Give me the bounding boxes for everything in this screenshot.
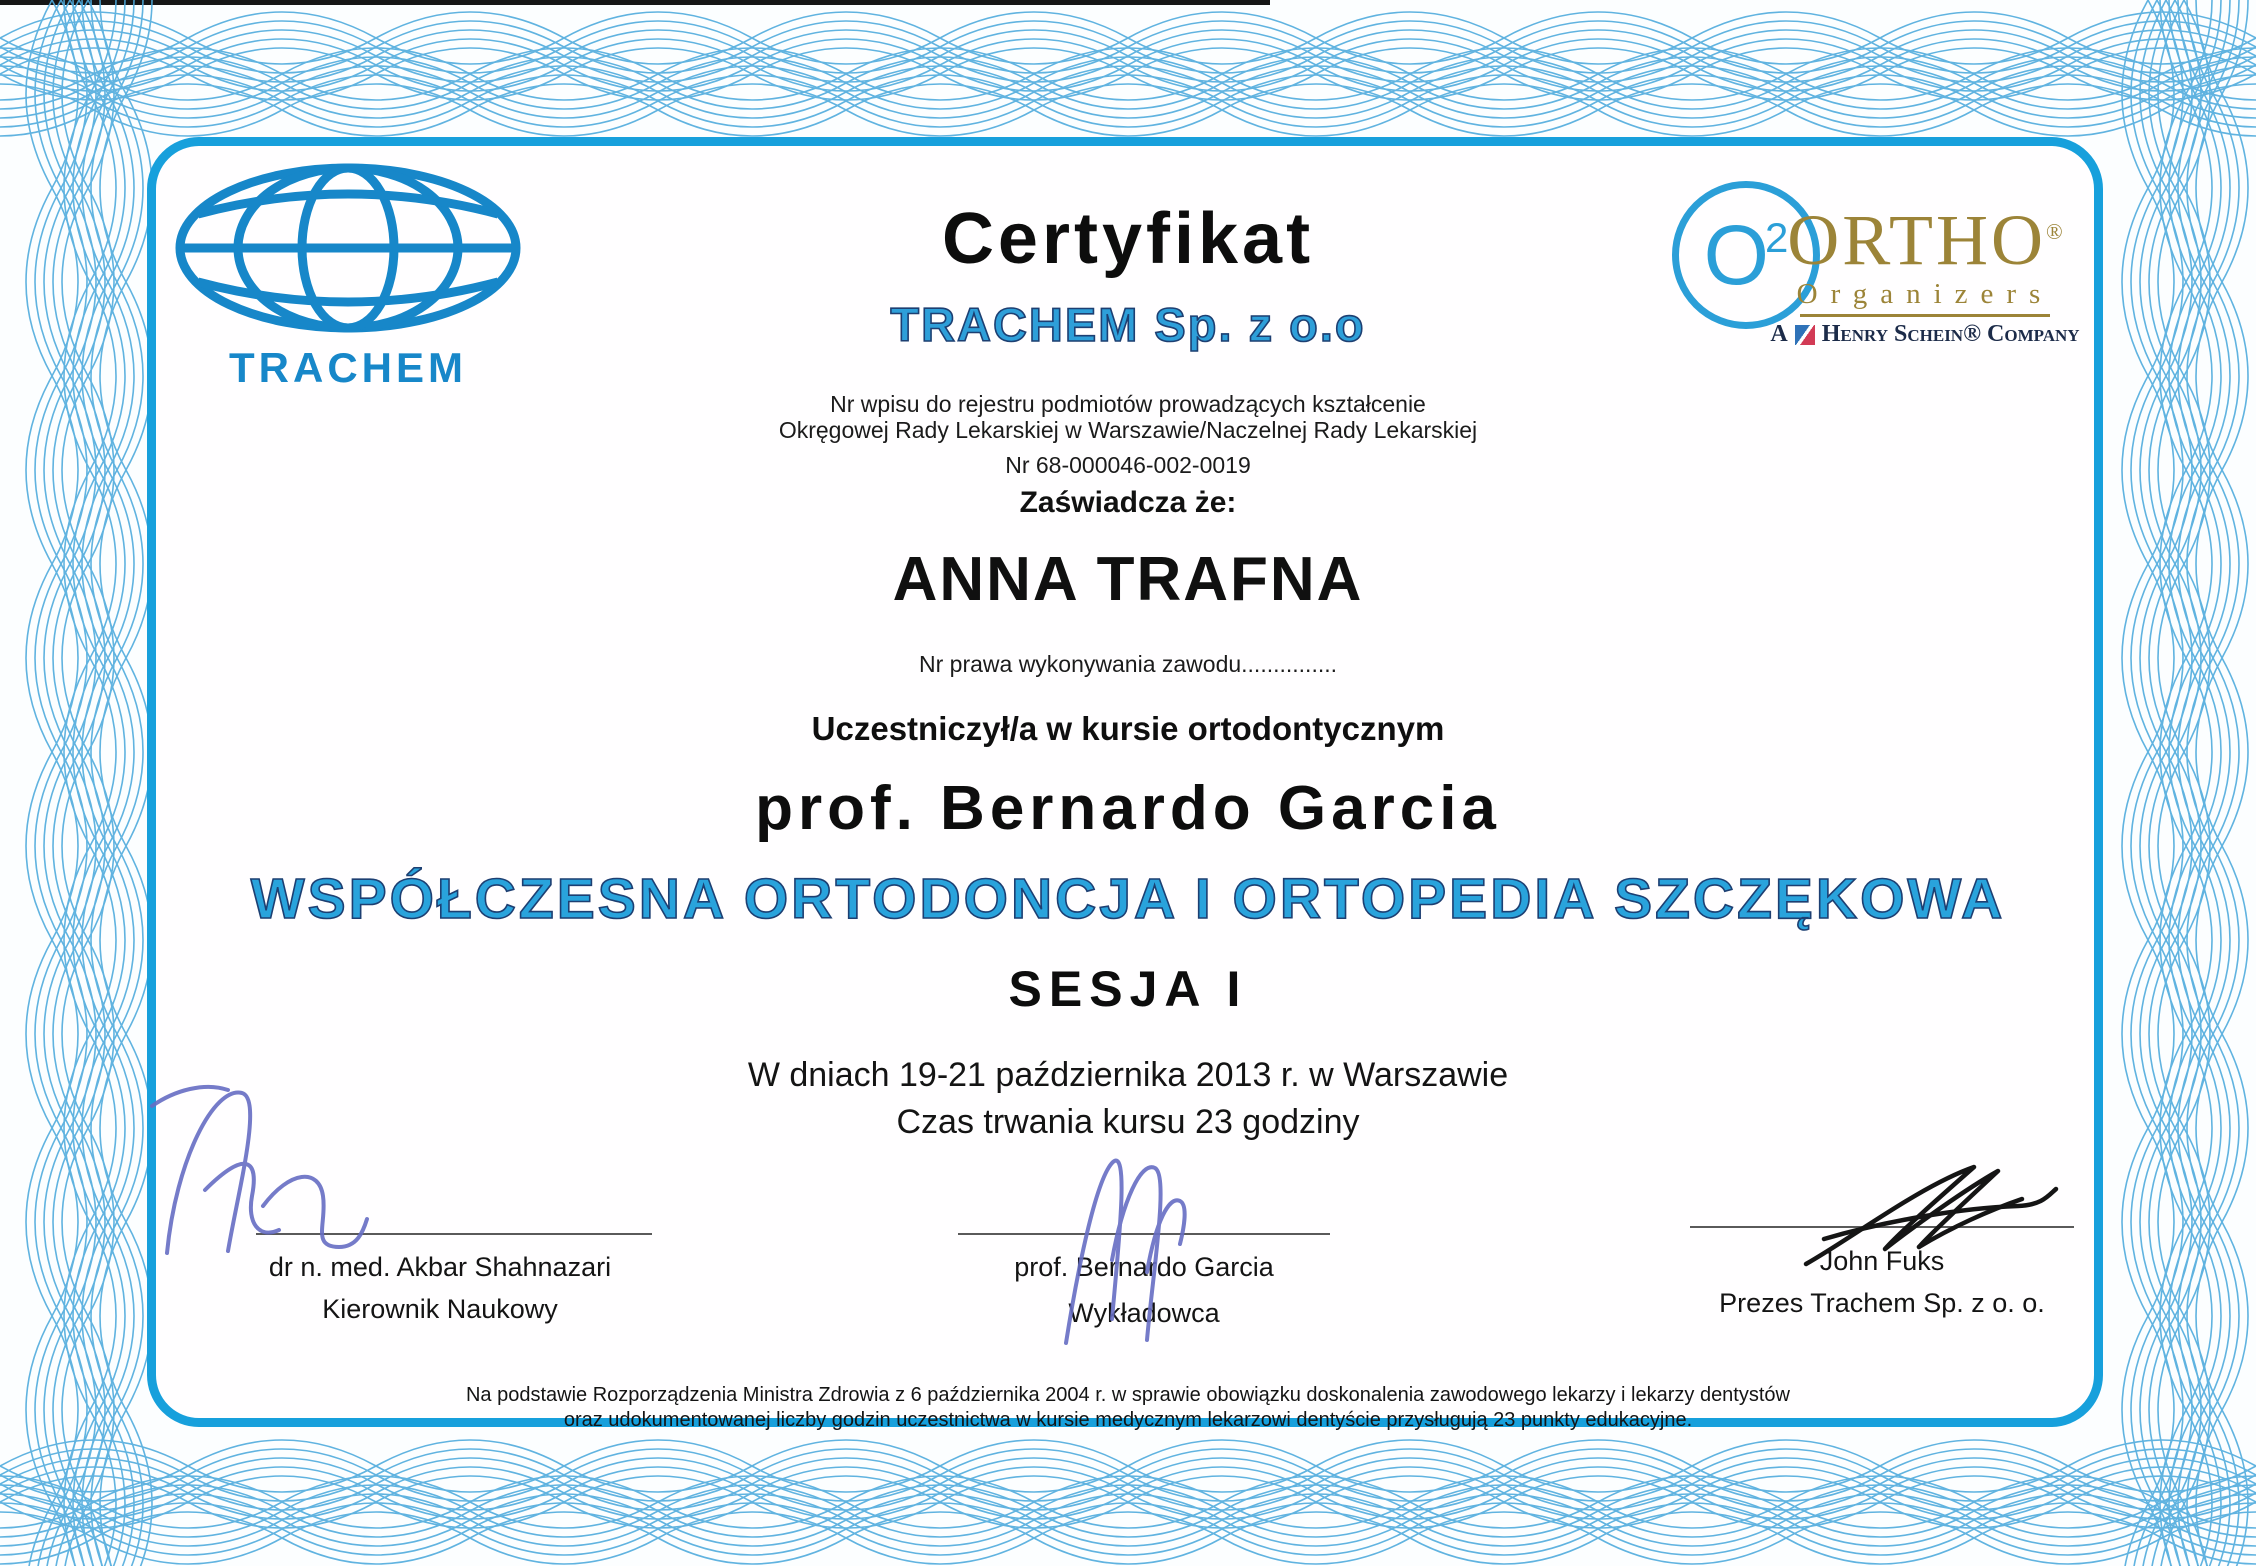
recipient-name: ANNA TRAFNA [892, 545, 1364, 614]
course-dates: W dniach 19-21 października 2013 r. w Warszawie [747, 1056, 1509, 1094]
legal-footnote-line-2: oraz udokumentowanej liczby godzin uczestnictwa w kursie medycznym lekarzowi dentyście przysługują 23 punkty edukacyjne. [563, 1409, 1693, 1431]
certificate-title: Certyfikat [941, 199, 1315, 279]
registry-number: Nr 68-000046-002-0019 [1005, 452, 1251, 478]
license-number-line: Nr prawa wykonywania zawodu............... [919, 651, 1337, 677]
course-duration: Czas trwania kursu 23 godziny [896, 1103, 1360, 1141]
signatory-role: Wykładowca [1068, 1298, 1220, 1328]
tagline-text: Henry Schein® Company [1821, 321, 2080, 347]
registry-line-2: Okręgowej Rady Lekarskiej w Warszawie/Naczelnej Rady Lekarskiej [778, 417, 1478, 443]
signatory-role: Prezes Trachem Sp. z o. o. [1719, 1288, 2045, 1318]
ortho-badge-sup: 2 [1764, 214, 1789, 261]
course-title: WSPÓŁCZESNA ORTODONCJA I ORTOPEDIA SZCZĘKOWA [250, 867, 2006, 931]
signature-right-ink [1806, 1167, 2056, 1264]
tagline-prefix: A [1770, 321, 1788, 347]
ortho-title-text: ORTHO [1787, 200, 2046, 280]
participation-statement: Uczestniczył/a w kursie ortodontycznym [811, 710, 1445, 747]
signature-center-ink [1066, 1161, 1185, 1343]
signatory-role: Kierownik Naukowy [322, 1294, 558, 1324]
ortho-logo-subtitle: Organizers [1796, 278, 2054, 310]
issuer-name: TRACHEM Sp. z o.o [890, 298, 1366, 351]
legal-footnote-line-1: Na podstawie Rozporządzenia Ministra Zdrowia z 6 października 2004 r. w sprawie obowiązku doskonalenia zawodowego lekarzy i lekarzy dentystów [465, 1384, 1790, 1406]
signature-left-ink [152, 1087, 367, 1253]
signatory-name: prof. Bernardo Garcia [1014, 1252, 1274, 1282]
registry-line-1: Nr wpisu do rejestru podmiotów prowadzących kształcenie [830, 391, 1426, 417]
ortho-badge-letter: O [1703, 208, 1769, 302]
session-label: SESJA I [1008, 961, 1248, 1017]
lecturer-name-heading: prof. Bernardo Garcia [755, 774, 1501, 843]
signatory-name: John Fuks [1819, 1246, 1945, 1276]
ortho-regmark: ® [2045, 219, 2063, 244]
signatory-name: dr n. med. Akbar Shahnazari [268, 1252, 612, 1282]
trachem-logo-wordmark: TRACHEM [229, 344, 467, 391]
certifies-label: Zaświadcza że: [1019, 486, 1237, 519]
